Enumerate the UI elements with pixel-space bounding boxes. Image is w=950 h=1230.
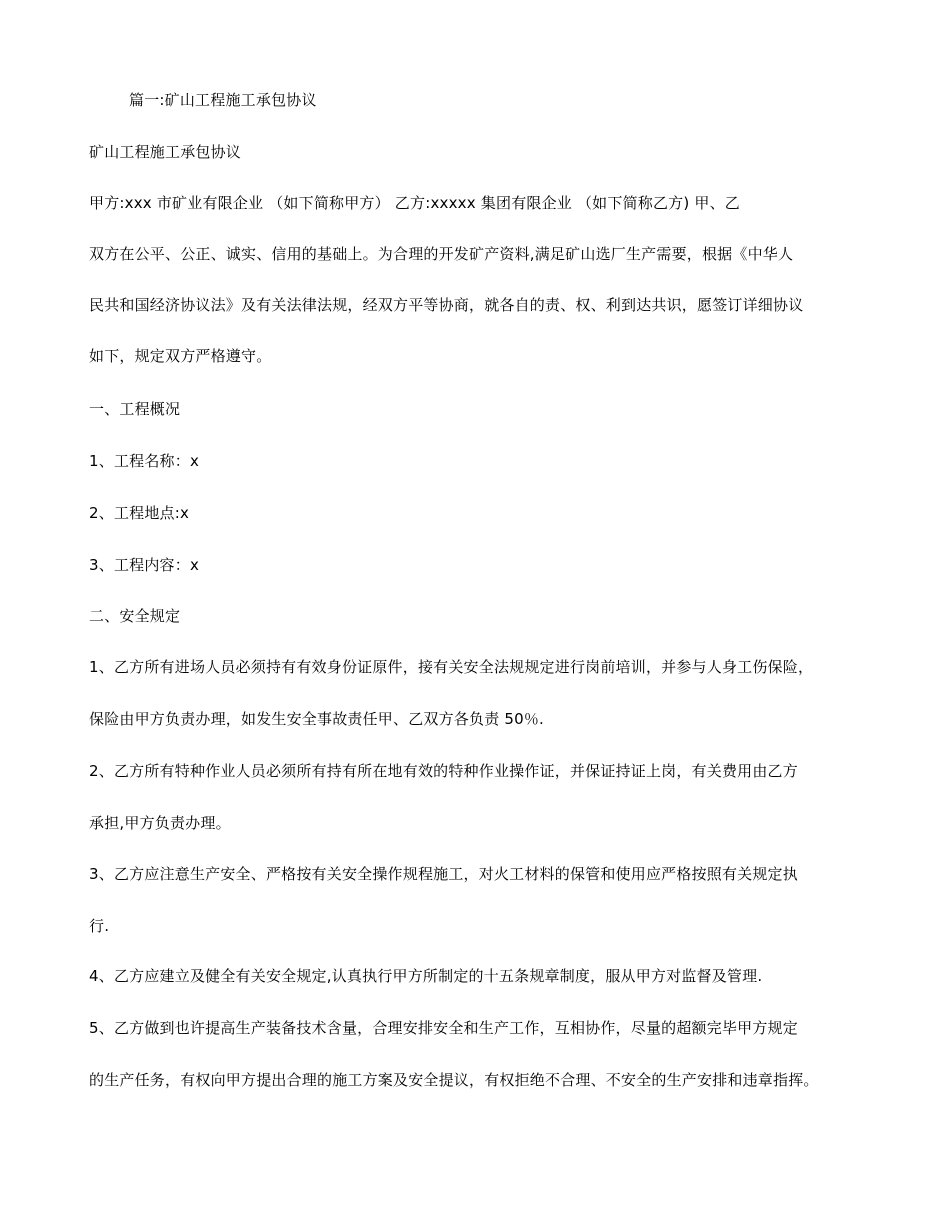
paragraph-line: 2、乙方所有特种作业人员必须所有持有所在地有效的特种作业操作证，并保证持证上岗，有关费用由乙方 — [89, 762, 798, 780]
intro-line: 如下，规定双方严格遵守。 — [89, 347, 272, 365]
paragraph-line: 保险由甲方负责办理，如发生安全事故责任甲、乙双方各负责 50％. — [89, 710, 545, 728]
paragraph-line: 的生产任务，有权向甲方提出合理的施工方案及安全提议，有权拒绝不合理、不安全的生产安排和违章指挥。 — [89, 1071, 819, 1089]
section-title: 一、工程概况 — [89, 400, 181, 418]
document-title: 矿山工程施工承包协议 — [89, 143, 242, 161]
paragraph-line: 3、乙方应注意生产安全、严格按有关安全操作规程施工，对火工材料的保管和使用应严格按照有关规定执 — [89, 865, 798, 883]
intro-line: 民共和国经济协议法》及有关法律法规，经双方平等协商，就各自的责、权、利到达共识，愿签订详细协议 — [89, 296, 804, 314]
paragraph-line: 行. — [89, 917, 110, 935]
list-item: 1、工程名称：x — [89, 452, 200, 470]
paragraph-line: 承担,甲方负责办理。 — [89, 814, 231, 832]
section-title: 二、安全规定 — [89, 607, 181, 625]
intro-line: 甲方:xxx 市矿业有限企业 （如下简称甲方） 乙方:xxxxx 集团有限企业 （如下简称乙方) 甲、乙 — [89, 194, 740, 212]
paragraph-line: 5、乙方做到也许提高生产装备技术含量，合理安排安全和生产工作，互相协作，尽量的超额完毕甲方规定 — [89, 1019, 798, 1037]
list-item: 2、工程地点:x — [89, 504, 190, 522]
document-heading: 篇一:矿山工程施工承包协议 — [129, 91, 317, 109]
list-item: 3、工程内容：x — [89, 556, 200, 574]
paragraph-line: 4、乙方应建立及健全有关安全规定,认真执行甲方所制定的十五条规章制度，服从甲方对监督及管理. — [89, 967, 763, 985]
paragraph-line: 1、乙方所有进场人员必须持有有效身份证原件，接有关安全法规规定进行岗前培训，并参与人身工伤保险， — [89, 658, 814, 676]
intro-line: 双方在公平、公正、诚实、信用的基础上。为合理的开发矿产资料,满足矿山选厂生产需要，根据《中华人 — [89, 245, 794, 263]
